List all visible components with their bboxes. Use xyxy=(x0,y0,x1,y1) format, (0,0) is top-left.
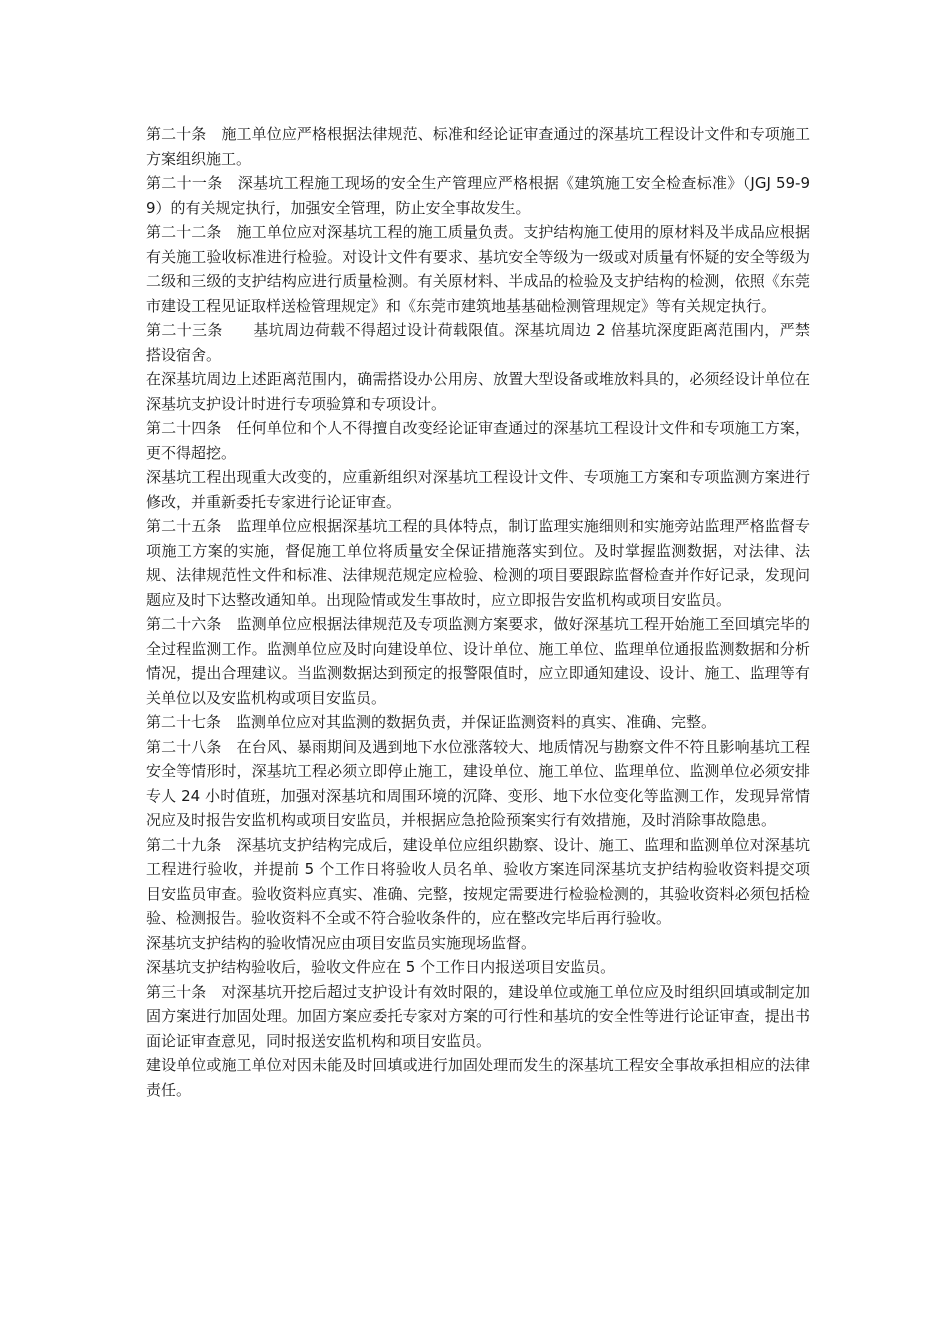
paragraph-article-24: 第二十四条 任何单位和个人不得擅自改变经论证审查通过的深基坑工程设计文件和专项施工方案，更不得超挖。 xyxy=(146,419,810,462)
paragraph-article-29-cont-2: 深基坑支护结构验收后，验收文件应在 5 个工作日内报送项目安监员。 xyxy=(146,958,616,976)
paragraph-article-22: 第二十二条 施工单位应对深基坑工程的施工质量负责。支护结构施工使用的原材料及半成品应根据有关施工验收标准进行检验。对设计文件有要求、基坑安全等级为一级或对质量有怀疑的安全等级为二级和三级的支护结构应进行质量检测。有关原材料、半成品的检验及支护结构的检测，依照《东莞市建设工程见证取样送检管理规定》和《东莞市建筑地基基础检测管理规定》等有关规定执行。 xyxy=(146,223,810,315)
document-body xyxy=(146,122,810,1102)
paragraph-article-30-cont: 建设单位或施工单位对因未能及时回填或进行加固处理而发生的深基坑工程安全事故承担相应的法律责任。 xyxy=(146,1056,810,1099)
paragraph-article-23-cont: 在深基坑周边上述距离范围内，确需搭设办公用房、放置大型设备或堆放料具的，必须经设计单位在深基坑支护设计时进行专项验算和专项设计。 xyxy=(146,370,810,413)
paragraph-article-21: 第二十一条 深基坑工程施工现场的安全生产管理应严格根据《建筑施工安全检查标准》（JGJ 59-99）的有关规定执行，加强安全管理，防止安全事故发生。 xyxy=(146,174,810,217)
paragraph-article-20: 第二十条 施工单位应严格根据法律规范、标准和经论证审查通过的深基坑工程设计文件和专项施工方案组织施工。 xyxy=(146,125,810,168)
paragraph-article-28: 第二十八条 在台风、暴雨期间及遇到地下水位涨落较大、地质情况与勘察文件不符且影响基坑工程安全等情形时，深基坑工程必须立即停止施工，建设单位、施工单位、监理单位、监测单位必须安排专人 24 小时值班，加强对深基坑和周围环境的沉降、变形、地下水位变化等监测工作，发现异常情况应及时报告安监机构或项目安监员，并根据应急抢险预案实行有效措施，及时消除事故隐患。 xyxy=(146,737,810,829)
paragraph-article-26: 第二十六条 监测单位应根据法律规范及专项监测方案要求，做好深基坑工程开始施工至回填完毕的全过程监测工作。监测单位应及时向建设单位、设计单位、施工单位、监理单位通报监测数据和分析情况，提出合理建议。当监测数据达到预定的报警限值时，应立即通知建设、设计、施工、监理等有关单位以及安监机构或项目安监员。 xyxy=(146,615,810,707)
paragraph-article-29: 第二十九条 深基坑支护结构完成后，建设单位应组织勘察、设计、施工、监理和监测单位对深基坑工程进行验收，并提前 5 个工作日将验收人员名单、验收方案连同深基坑支护结构验收资料提交项目安监员审查。验收资料应真实、准确、完整，按规定需要进行检验检测的，其验收资料必须包括检验、检测报告。验收资料不全或不符合验收条件的，应在整改完毕后再行验收。 xyxy=(146,835,810,927)
paragraph-article-23: 第二十三条 基坑周边荷载不得超过设计荷载限值。深基坑周边 2 倍基坑深度距离范围内，严禁搭设宿舍。 xyxy=(146,321,810,364)
paragraph-article-29-cont-1: 深基坑支护结构的验收情况应由项目安监员实施现场监督。 xyxy=(146,933,537,952)
paragraph-article-27: 第二十七条 监测单位应对其监测的数据负责，并保证监测资料的真实、准确、完整。 xyxy=(146,713,717,731)
paragraph-article-30: 第三十条 对深基坑开挖后超过支护设计有效时限的，建设单位或施工单位应及时组织回填或制定加固方案进行加固处理。加固方案应委托专家对方案的可行性和基坑的安全性等进行论证审查，提出书面论证审查意见，同时报送安监机构和项目安监员。 xyxy=(146,982,810,1050)
paragraph-article-24-cont: 深基坑工程出现重大改变的，应重新组织对深基坑工程设计文件、专项施工方案和专项监测方案进行修改，并重新委托专家进行论证审查。 xyxy=(146,468,810,511)
paragraph-article-25: 第二十五条 监理单位应根据深基坑工程的具体特点，制订监理实施细则和实施旁站监理严格监督专项施工方案的实施，督促施工单位将质量安全保证措施落实到位。及时掌握监测数据，对法律、法规、法律规范性文件和标准、法律规范规定应检验、检测的项目要跟踪监督检查并作好记录，发现问题应及时下达整改通知单。出现险情或发生事故时，应立即报告安监机构或项目安监员。 xyxy=(146,517,810,609)
